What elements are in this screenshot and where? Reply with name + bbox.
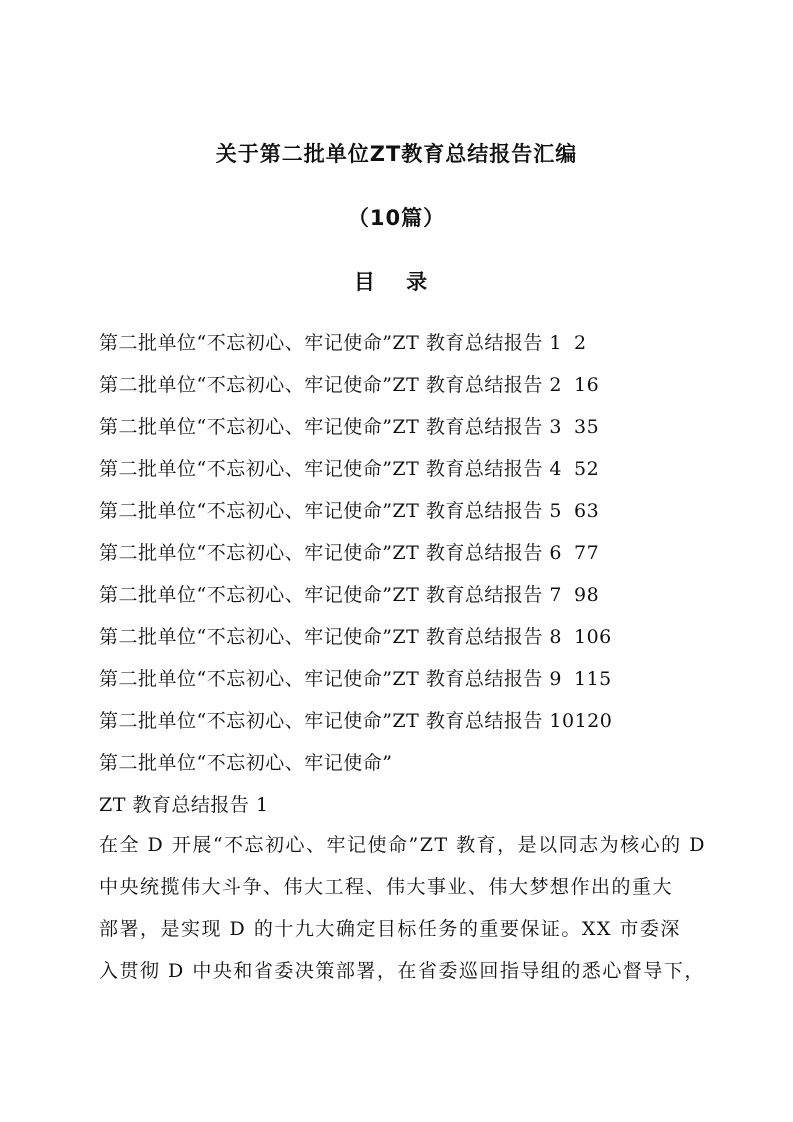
toc-entry[interactable] [99,326,719,368]
toc-entry[interactable] [99,368,719,410]
section-heading-line: ZT 教育总结报告 1 [99,794,269,816]
toc-entry-page: 106 [573,626,612,648]
toc-entry-page: 77 [573,542,600,564]
table-of-contents [99,326,719,746]
toc-entry-label: 第二批单位“不忘初心、牢记使命”ZT 教育总结报告 6 [99,542,562,564]
toc-entry[interactable] [99,662,719,704]
toc-entry[interactable] [99,704,719,746]
document-title: 关于第二批单位ZT教育总结报告汇编 [215,142,578,166]
toc-entry[interactable] [99,536,719,578]
toc-entry[interactable] [99,578,719,620]
toc-entry-page: 35 [573,416,600,438]
paragraph-line: 入贯彻 D 中央和省委决策部署，在省委巡回指导组的悉心督导下， [99,960,705,982]
toc-entry[interactable] [99,494,719,536]
toc-entry-page: 63 [573,500,600,522]
toc-entry-label: 第二批单位“不忘初心、牢记使命”ZT 教育总结报告 7 [99,584,562,606]
toc-entry-page: 115 [573,668,612,690]
toc-entry-page: 98 [573,584,600,606]
paragraph-line: 在全 D 开展“不忘初心、牢记使命”ZT 教育，是以同志为核心的 D [99,834,706,856]
paragraph-line: 中央统揽伟大斗争、伟大工程、伟大事业、伟大梦想作出的重大 [99,876,674,898]
section-heading [99,746,699,830]
toc-entry[interactable] [99,410,719,452]
toc-entry[interactable] [99,620,719,662]
toc-entry-label: 第二批单位“不忘初心、牢记使命”ZT 教育总结报告 4 [99,458,562,480]
toc-entry-page: 120 [574,710,613,732]
section-heading-line: 第二批单位“不忘初心、牢记使命” [99,752,393,774]
document-subtitle: （10篇） [347,206,446,230]
toc-entry-label: 第二批单位“不忘初心、牢记使命”ZT 教育总结报告 1 [99,332,562,354]
toc-entry-page: 16 [573,374,600,396]
toc-entry-page: 2 [573,332,587,354]
toc-entry-label: 第二批单位“不忘初心、牢记使命”ZT 教育总结报告 9 [99,668,562,690]
paragraph-line: 部署，是实现 D 的十九大确定目标任务的重要保证。XX 市委深 [99,918,681,940]
toc-entry-page: 52 [573,458,600,480]
toc-entry-label: 第二批单位“不忘初心、牢记使命”ZT 教育总结报告 5 [99,500,562,522]
toc-entry-label: 第二批单位“不忘初心、牢记使命”ZT 教育总结报告 10 [99,710,575,732]
toc-entry-label: 第二批单位“不忘初心、牢记使命”ZT 教育总结报告 8 [99,626,562,648]
toc-entry[interactable] [99,452,719,494]
toc-entry-label: 第二批单位“不忘初心、牢记使命”ZT 教育总结报告 3 [99,416,562,438]
toc-heading: 目 录 [353,270,440,294]
toc-entry-label: 第二批单位“不忘初心、牢记使命”ZT 教育总结报告 2 [99,374,562,396]
body-paragraph [99,828,706,996]
